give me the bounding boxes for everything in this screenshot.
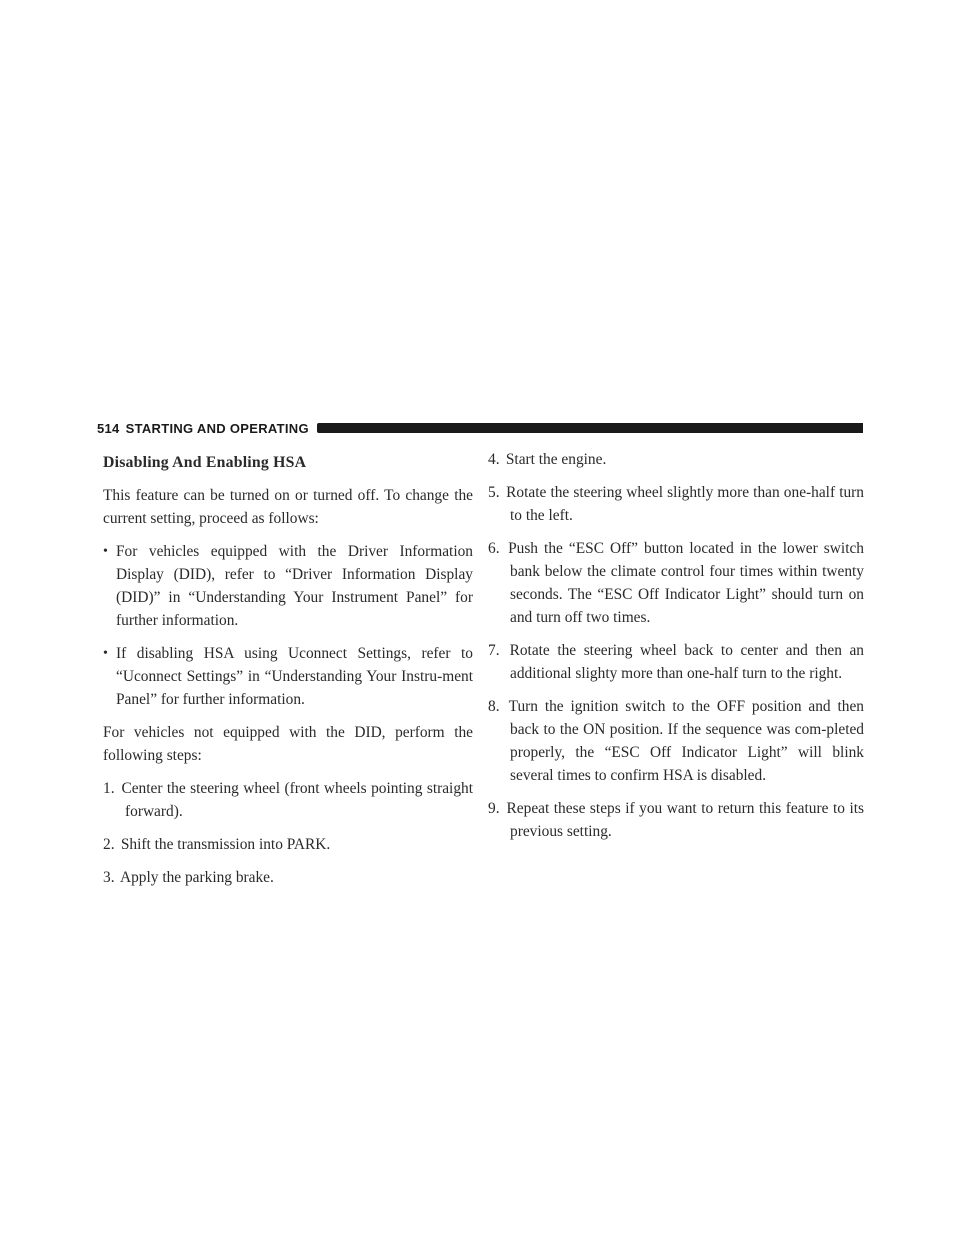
step-item: [488, 448, 864, 471]
intro-paragraph: This feature can be turned on or turned off. To change the current setting, proceed as follows:: [103, 487, 473, 527]
step-item: [488, 639, 864, 685]
step-number: 6.: [488, 540, 500, 557]
bullet-icon: •: [103, 544, 108, 559]
step-text: Rotate the steering wheel back to center and then an additional slighty more than one-half turn to the right.: [509, 642, 864, 682]
page-number: 514: [97, 420, 120, 436]
running-header: [97, 418, 863, 438]
step-number: 3.: [103, 869, 115, 886]
step-number: 9.: [488, 800, 500, 817]
step-number: 7.: [488, 642, 500, 659]
step-text: Shift the transmission into PARK.: [120, 836, 331, 853]
step-text: Repeat these steps if you want to return this feature to its previous setting.: [506, 800, 864, 840]
step-item: [488, 537, 864, 629]
step-number: 2.: [103, 836, 115, 853]
steps-lead-paragraph: For vehicles not equipped with the DID, perform the following steps:: [103, 724, 473, 764]
bullet-item: [103, 540, 473, 632]
section-heading: Disabling And Enabling HSA: [103, 454, 307, 471]
step-number: 1.: [103, 780, 115, 797]
step-item: [103, 833, 473, 856]
step-item: [103, 866, 473, 889]
step-number: 4.: [488, 451, 500, 468]
step-item: [103, 777, 473, 823]
left-column: [103, 448, 473, 899]
step-number: 8.: [488, 698, 500, 715]
step-item: [488, 481, 864, 527]
step-item: [488, 695, 864, 787]
right-column: [488, 448, 864, 853]
bullet-icon: •: [103, 646, 108, 661]
step-text: Start the engine.: [505, 451, 607, 468]
step-text: Center the steering wheel (front wheels pointing straight forward).: [121, 780, 473, 820]
bullet-text: For vehicles equipped with the Driver Information Display (DID), refer to “Driver Information Display (DID)” in “Understanding Your Instrument Panel” for further information.: [116, 543, 473, 629]
header-rule: [317, 423, 863, 433]
step-text: Rotate the steering wheel slightly more than one-half turn to the left.: [506, 484, 864, 524]
step-item: [488, 797, 864, 843]
step-text: Turn the ignition switch to the OFF position and then back to the ON position. If the sequence was com-pleted properly, the “ESC Off Indicator Light” will blink several times to confirm HSA is disabled.: [508, 698, 864, 784]
step-text: Push the “ESC Off” button located in the lower switch bank below the climate control four times within twenty seconds. The “ESC Off Indicator Light” should turn on and turn off two times.: [508, 540, 864, 626]
bullet-text: If disabling HSA using Uconnect Settings, refer to “Uconnect Settings” in “Understanding Your Instru-ment Panel” for further information.: [116, 645, 473, 708]
bullet-item: [103, 642, 473, 711]
step-number: 5.: [488, 484, 500, 501]
step-text: Apply the parking brake.: [120, 869, 274, 886]
section-title: STARTING AND OPERATING: [125, 420, 309, 436]
